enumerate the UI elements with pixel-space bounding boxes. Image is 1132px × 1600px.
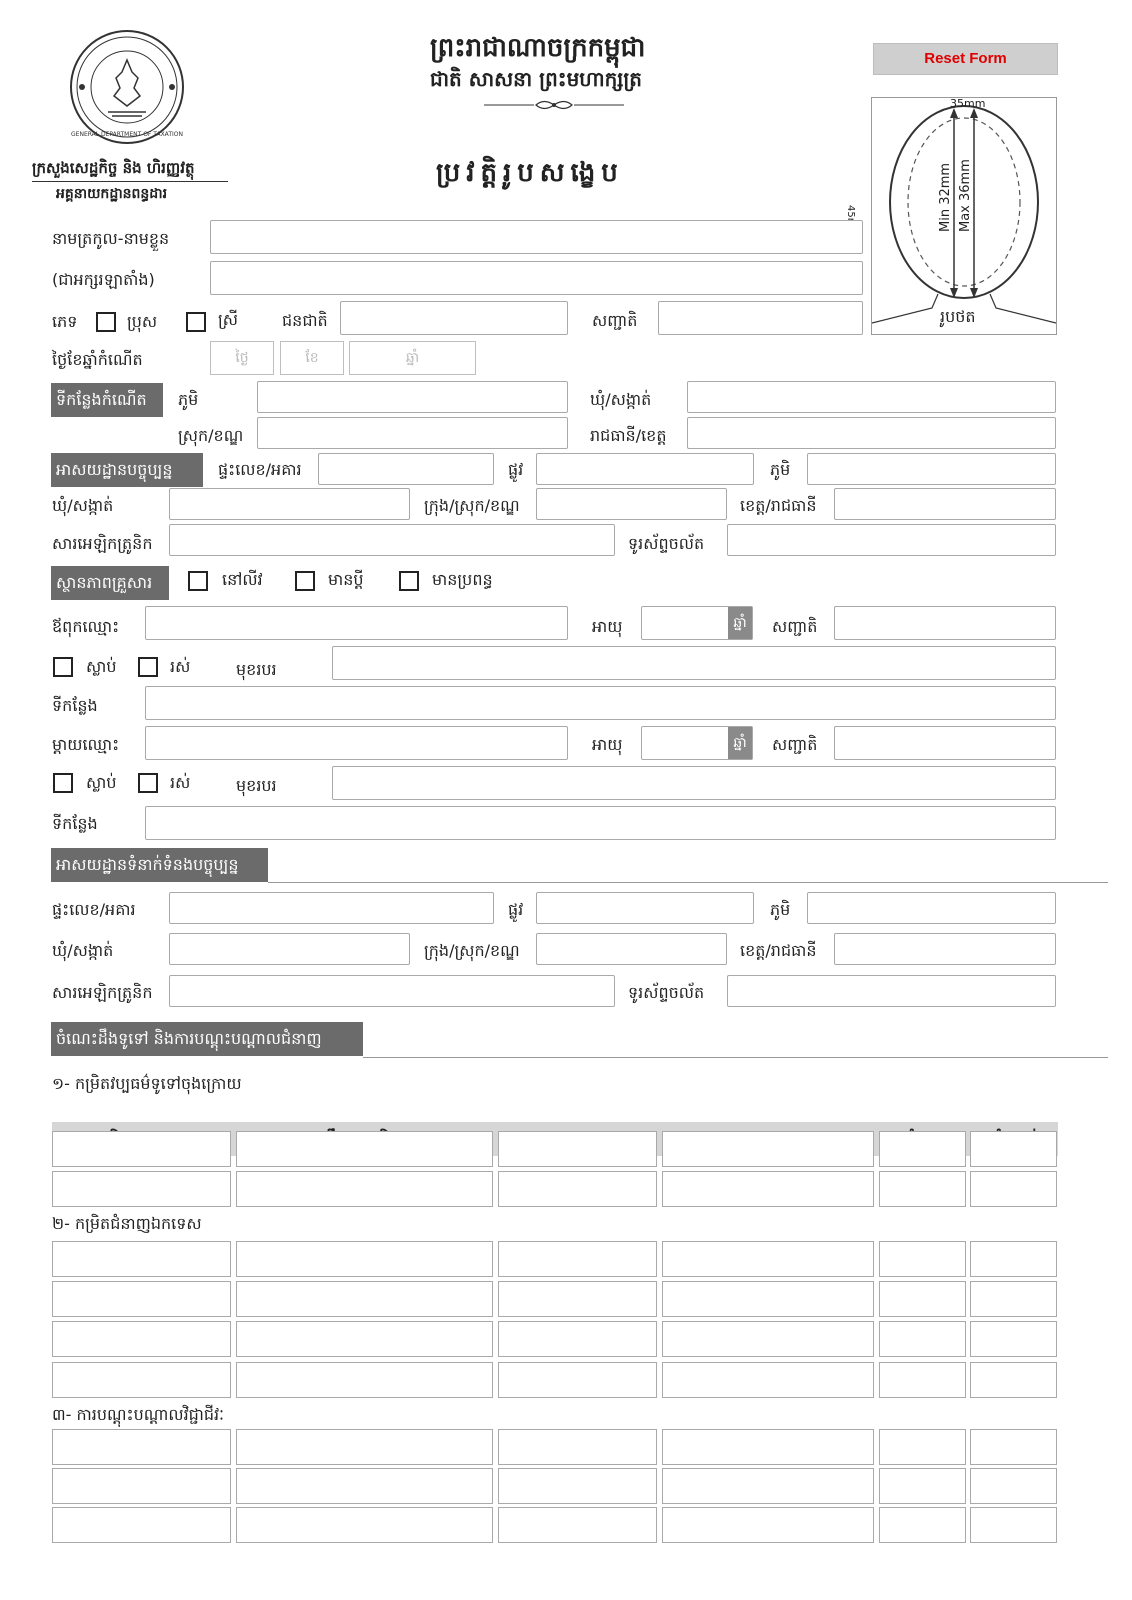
- education-table-cell[interactable]: [662, 1241, 874, 1277]
- address-email-label: សារអេឡិកត្រូនិក: [52, 534, 153, 553]
- dob-year-field[interactable]: ឆ្នាំ: [349, 341, 476, 375]
- education-table-cell[interactable]: [662, 1429, 874, 1465]
- address-commune-label: ឃុំ/សង្កាត់: [52, 496, 114, 515]
- photo-min-label: Min 32mm: [938, 162, 953, 232]
- education-table-cell[interactable]: [970, 1429, 1057, 1465]
- mother-place-field[interactable]: [145, 806, 1056, 840]
- birthplace-section: ទីកន្លែងកំណើត: [51, 383, 163, 417]
- photo-caption: រូបថត: [940, 307, 976, 326]
- contact-phone-field[interactable]: [727, 975, 1056, 1007]
- birth-province-label: រាជធានី/ខេត្ត: [590, 426, 667, 445]
- svg-text:GENERAL DEPARTMENT OF TAXATION: GENERAL DEPARTMENT OF TAXATION: [71, 131, 183, 138]
- education-section-rule: [363, 1057, 1108, 1058]
- single-checkbox[interactable]: [188, 571, 208, 591]
- photo-width-label: 35mm: [950, 97, 986, 110]
- birth-village-label: ភូមិ: [178, 390, 199, 409]
- education-table-cell[interactable]: [879, 1241, 966, 1277]
- address-district-field[interactable]: [536, 488, 727, 520]
- education-table-cell[interactable]: [52, 1429, 231, 1465]
- birth-district-field[interactable]: [257, 417, 568, 449]
- birth-village-field[interactable]: [257, 381, 568, 413]
- mother-occupation-label: មុខរបរ: [236, 776, 277, 795]
- contact-house-field[interactable]: [169, 892, 494, 924]
- contact-house-label: ផ្ទះលេខ/អគារ: [52, 900, 136, 919]
- father-alive-checkbox[interactable]: [138, 657, 158, 677]
- single-label: នៅលីវ: [222, 570, 263, 589]
- kingdom-title: ព្រះរាជាណាចក្រកម្ពុជា: [430, 33, 646, 63]
- education-table-cell[interactable]: [236, 1281, 493, 1317]
- education-table-cell[interactable]: [236, 1321, 493, 1357]
- father-place-field[interactable]: [145, 686, 1056, 720]
- department-name: អគ្គនាយកដ្ឋានពន្ធដារ: [56, 186, 168, 202]
- education-table-cell[interactable]: [498, 1241, 657, 1277]
- contact-commune-field[interactable]: [169, 933, 410, 965]
- sex-label: ភេទ: [52, 312, 78, 331]
- address-village-field[interactable]: [807, 453, 1056, 485]
- has-wife-label: មានប្រពន្ធ: [432, 570, 493, 589]
- education-table-cell[interactable]: [662, 1171, 874, 1207]
- male-checkbox[interactable]: [96, 312, 116, 332]
- contact-village-label: ភូមិ: [770, 900, 791, 919]
- has-husband-checkbox[interactable]: [295, 571, 315, 591]
- birth-district-label: ស្រុក/ខណ្ឌ: [178, 426, 244, 445]
- education-table-cell[interactable]: [970, 1507, 1057, 1543]
- father-occupation-field[interactable]: [332, 646, 1056, 680]
- education-table-cell[interactable]: [236, 1507, 493, 1543]
- contact-email-field[interactable]: [169, 975, 615, 1007]
- birth-province-field[interactable]: [687, 417, 1056, 449]
- education-table-cell[interactable]: [52, 1131, 231, 1167]
- mother-nationality-field[interactable]: [834, 726, 1056, 760]
- address-email-field[interactable]: [169, 524, 615, 556]
- education-table-cell[interactable]: [236, 1468, 493, 1504]
- mother-name-field[interactable]: [145, 726, 568, 760]
- mother-place-label: ទីកន្លែង: [52, 814, 98, 833]
- birth-commune-label: ឃុំ/សង្កាត់: [590, 390, 652, 409]
- education-table-cell[interactable]: [662, 1507, 874, 1543]
- form-title: ប្រវត្តិរូបសង្ខេប: [436, 158, 624, 188]
- address-house-field[interactable]: [318, 453, 494, 485]
- education-table-cell[interactable]: [52, 1321, 231, 1357]
- education-table-cell[interactable]: [970, 1171, 1057, 1207]
- father-age-label: អាយុ: [592, 617, 623, 636]
- ministry-name: ក្រសួងសេដ្ឋកិច្ច និង ហិរញ្ញវត្ថុ: [32, 159, 195, 177]
- father-occupation-label: មុខរបរ: [236, 660, 277, 679]
- education-table-cell[interactable]: [970, 1362, 1057, 1398]
- father-place-label: ទីកន្លែង: [52, 696, 98, 715]
- father-dead-checkbox[interactable]: [53, 657, 73, 677]
- education-table-cell[interactable]: [498, 1468, 657, 1504]
- dob-day-field[interactable]: ថ្ងៃ: [210, 341, 274, 375]
- contact-district-label: ក្រុង/ស្រុក/ខណ្ឌ: [424, 941, 520, 960]
- education-table-cell[interactable]: [662, 1362, 874, 1398]
- contact-street-field[interactable]: [536, 892, 754, 924]
- contact-village-field[interactable]: [807, 892, 1056, 924]
- contact-section: អាសយដ្ឋានទំនាក់ទំនងបច្ចុប្បន្ន: [51, 848, 268, 882]
- photo-max-label: Max 36mm: [958, 159, 973, 232]
- father-nationality-field[interactable]: [834, 606, 1056, 640]
- education-table-cell[interactable]: [498, 1171, 657, 1207]
- education-section: ចំណេះដឹងទូទៅ និងការបណ្តុះបណ្តាលជំនាញ: [51, 1022, 363, 1056]
- mother-dead-label: ស្លាប់: [86, 773, 117, 792]
- birth-commune-field[interactable]: [687, 381, 1056, 413]
- mother-alive-label: រស់: [170, 773, 191, 792]
- address-commune-field[interactable]: [169, 488, 410, 520]
- national-motto: ជាតិ សាសនា ព្រះមហាក្សត្រ: [430, 67, 642, 91]
- father-dead-label: ស្លាប់: [86, 657, 117, 676]
- latin-name-field[interactable]: [210, 261, 863, 295]
- male-label: ប្រុស: [127, 312, 158, 331]
- address-phone-label: ទូរស័ព្ទចល័ត: [628, 534, 705, 553]
- female-checkbox[interactable]: [186, 312, 206, 332]
- mother-age-label: អាយុ: [592, 735, 623, 754]
- ethnicity-field[interactable]: [340, 301, 568, 335]
- education-table-cell[interactable]: [879, 1468, 966, 1504]
- education-table-cell[interactable]: [879, 1429, 966, 1465]
- education-table-cell[interactable]: [498, 1321, 657, 1357]
- address-phone-field[interactable]: [727, 524, 1056, 556]
- education-table-cell[interactable]: [662, 1281, 874, 1317]
- education-table-cell[interactable]: [879, 1131, 966, 1167]
- education-sub1-label: ១- កម្រិតវប្បធម៌ទូទៅចុងក្រោយ: [52, 1074, 242, 1093]
- contact-section-rule: [268, 882, 1108, 883]
- female-label: ស្រី: [218, 310, 238, 329]
- education-table-cell[interactable]: [236, 1429, 493, 1465]
- education-table-cell[interactable]: [498, 1131, 657, 1167]
- address-street-field[interactable]: [536, 453, 754, 485]
- education-table-cell[interactable]: [236, 1241, 493, 1277]
- address-province-label: ខេត្ត/រាជធានី: [740, 496, 817, 515]
- education-table-cell[interactable]: [498, 1507, 657, 1543]
- nationality-label: សញ្ជាតិ: [592, 311, 638, 330]
- name-label: នាមត្រកូល-នាមខ្លួន: [52, 229, 170, 248]
- nationality-field[interactable]: [658, 301, 863, 335]
- education-table-cell[interactable]: [498, 1362, 657, 1398]
- father-age-unit-badge: ឆ្នាំ: [728, 607, 752, 639]
- education-table-cell[interactable]: [970, 1131, 1057, 1167]
- education-table-cell[interactable]: [498, 1429, 657, 1465]
- education-table-cell[interactable]: [52, 1281, 231, 1317]
- contact-street-label: ផ្លូវ: [508, 900, 524, 919]
- education-table-cell[interactable]: [662, 1131, 874, 1167]
- tax-department-seal: [68, 28, 186, 146]
- education-table-cell[interactable]: [52, 1362, 231, 1398]
- education-table-cell[interactable]: [236, 1171, 493, 1207]
- contact-email-label: សារអេឡិកត្រូនិក: [52, 983, 153, 1002]
- address-section: អាសយដ្ឋានបច្ចុប្បន្ន: [51, 453, 203, 487]
- education-table-cell[interactable]: [52, 1241, 231, 1277]
- mother-nationality-label: សញ្ជាតិ: [772, 735, 818, 754]
- education-table-cell[interactable]: [970, 1321, 1057, 1357]
- dob-month-field[interactable]: ខែ: [280, 341, 344, 375]
- education-table-cell[interactable]: [662, 1468, 874, 1504]
- address-province-field[interactable]: [834, 488, 1056, 520]
- education-table-cell[interactable]: [879, 1507, 966, 1543]
- father-name-label: ឪពុកឈ្មោះ: [52, 617, 120, 636]
- education-table-cell[interactable]: [879, 1171, 966, 1207]
- education-table-cell[interactable]: [498, 1281, 657, 1317]
- education-table-cell[interactable]: [52, 1171, 231, 1207]
- latin-name-label: (ជាអក្សរឡាតាំង): [52, 270, 155, 289]
- address-street-label: ផ្លូវ: [508, 460, 524, 479]
- education-sub2-label: ២- កម្រិតជំនាញឯកទេស: [52, 1214, 202, 1233]
- father-alive-label: រស់: [170, 657, 191, 676]
- education-table-cell[interactable]: [879, 1321, 966, 1357]
- father-name-field[interactable]: [145, 606, 568, 640]
- ethnicity-label: ជនជាតិ: [282, 311, 328, 330]
- education-table-cell[interactable]: [52, 1468, 231, 1504]
- contact-commune-label: ឃុំ/សង្កាត់: [52, 941, 114, 960]
- education-table-cell[interactable]: [970, 1281, 1057, 1317]
- education-table-cell[interactable]: [879, 1281, 966, 1317]
- contact-province-label: ខេត្ត/រាជធានី: [740, 941, 817, 960]
- mother-name-label: ម្តាយឈ្មោះ: [52, 735, 120, 754]
- dob-label: ថ្ងៃខែឆ្នាំកំណើត: [52, 350, 143, 369]
- mother-alive-checkbox[interactable]: [138, 773, 158, 793]
- mother-age-unit-badge: ឆ្នាំ: [728, 727, 752, 759]
- contact-province-field[interactable]: [834, 933, 1056, 965]
- contact-district-field[interactable]: [536, 933, 727, 965]
- has-husband-label: មានប្តី: [328, 570, 364, 589]
- address-district-label: ក្រុង/ស្រុក/ខណ្ឌ: [424, 496, 520, 515]
- address-village-label: ភូមិ: [770, 460, 791, 479]
- education-table-cell[interactable]: [52, 1507, 231, 1543]
- education-sub3-label: ៣- ការបណ្តុះបណ្តាលវិជ្ជាជីវៈ: [52, 1405, 224, 1424]
- mother-occupation-field[interactable]: [332, 766, 1056, 800]
- address-house-label: ផ្ទះលេខ/អគារ: [218, 460, 302, 479]
- name-field[interactable]: [210, 220, 863, 254]
- has-wife-checkbox[interactable]: [399, 571, 419, 591]
- ministry-divider: [32, 181, 228, 182]
- education-table-cell[interactable]: [662, 1321, 874, 1357]
- ornament-divider: [484, 98, 624, 112]
- education-table-cell[interactable]: [970, 1468, 1057, 1504]
- education-table-cell[interactable]: [236, 1131, 493, 1167]
- reset-form-button[interactable]: Reset Form: [873, 43, 1058, 75]
- education-table-cell[interactable]: [879, 1362, 966, 1398]
- education-table-cell[interactable]: [970, 1241, 1057, 1277]
- mother-dead-checkbox[interactable]: [53, 773, 73, 793]
- family-section: ស្ថានភាពគ្រួសារ: [51, 566, 169, 600]
- contact-phone-label: ទូរស័ព្ទចល័ត: [628, 983, 705, 1002]
- father-nationality-label: សញ្ជាតិ: [772, 617, 818, 636]
- education-table-cell[interactable]: [236, 1362, 493, 1398]
